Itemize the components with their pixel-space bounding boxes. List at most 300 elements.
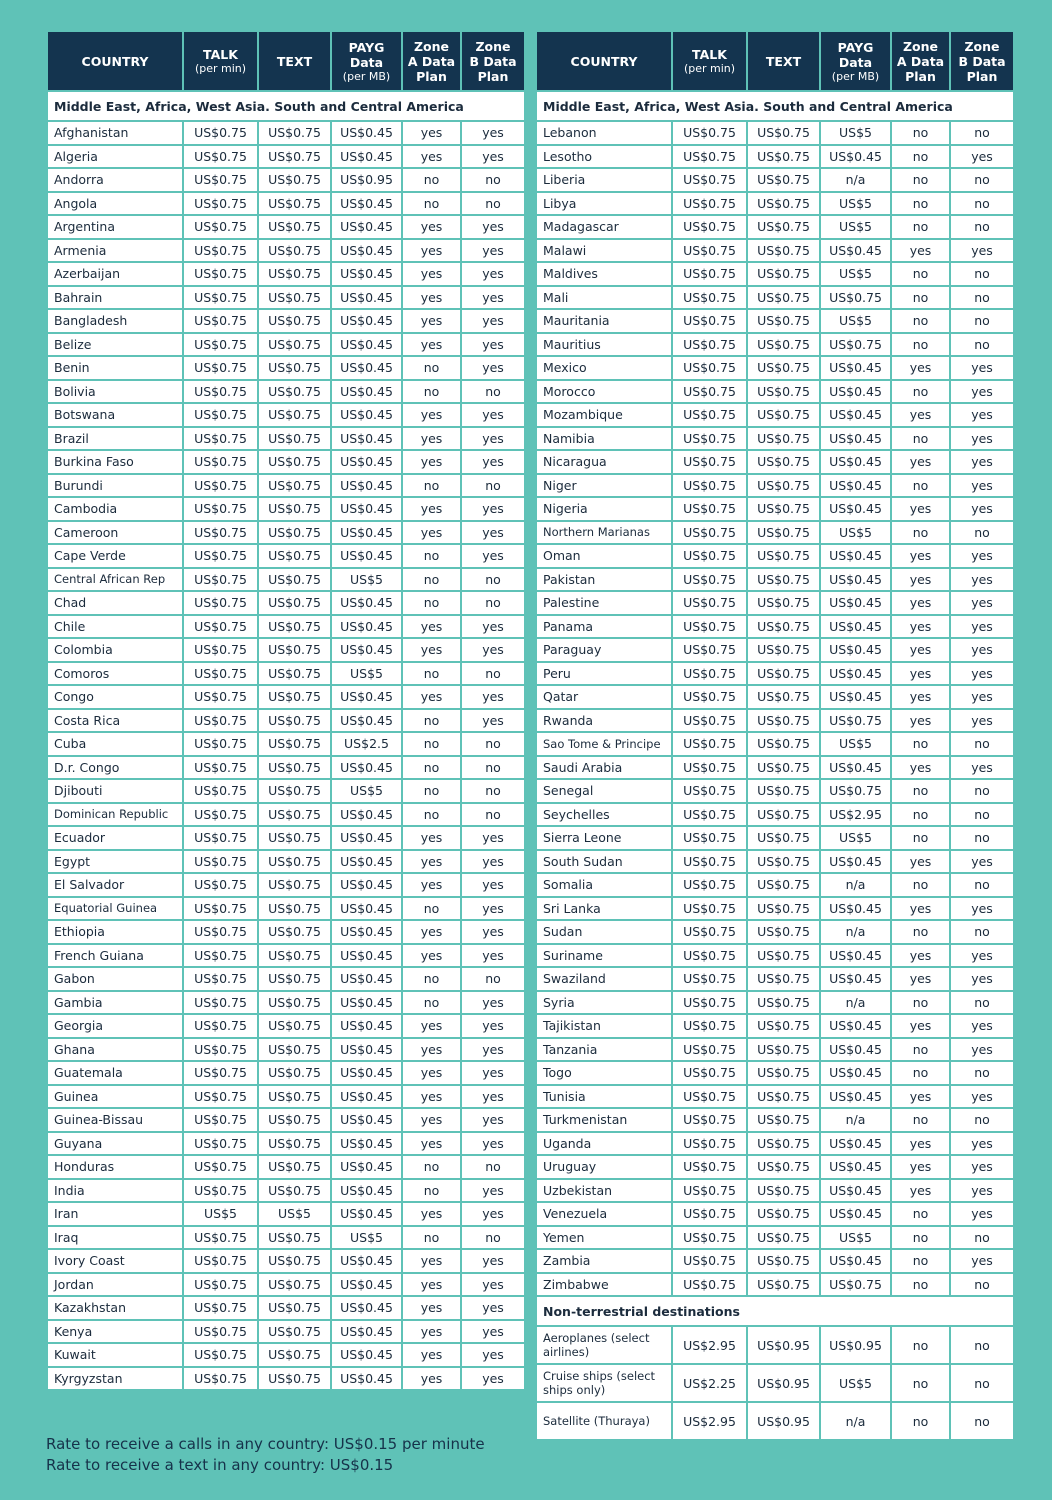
- zone-a-plan-cell: no: [403, 1180, 460, 1202]
- country-cell: Niger: [537, 475, 671, 497]
- table-row: [48, 710, 524, 732]
- text-cell: US$0.75: [748, 404, 819, 426]
- text-cell: US$0.75: [748, 569, 819, 591]
- zone-b-plan-cell: yes: [462, 1274, 524, 1296]
- table-row: [48, 522, 524, 544]
- zone-a-plan-cell: no: [892, 522, 949, 544]
- text-cell: US$0.75: [748, 1250, 819, 1272]
- zone-b-plan-cell: yes: [462, 404, 524, 426]
- payg-data-cell: US$0.45: [332, 1203, 401, 1225]
- payg-data-cell: US$0.45: [332, 193, 401, 215]
- text-cell: US$0.75: [259, 968, 330, 990]
- table-row: [48, 1227, 524, 1249]
- talk-cell: US$0.75: [184, 874, 257, 896]
- zone-b-plan-cell: yes: [462, 1062, 524, 1084]
- zone-a-plan-cell: no: [892, 1227, 949, 1249]
- zone-a-plan-cell: yes: [403, 334, 460, 356]
- table-row: [537, 287, 1013, 309]
- table-row: [537, 381, 1013, 403]
- talk-cell: US$0.75: [673, 1062, 746, 1084]
- payg-data-cell: US$0.45: [332, 921, 401, 943]
- country-cell: Liberia: [537, 169, 671, 191]
- country-cell: Tajikistan: [537, 1015, 671, 1037]
- table-row: [48, 545, 524, 567]
- country-cell: Angola: [48, 193, 182, 215]
- table-row: [537, 1156, 1013, 1178]
- text-cell: US$0.75: [748, 334, 819, 356]
- talk-cell: US$0.75: [184, 898, 257, 920]
- zone-a-plan-cell: no: [403, 757, 460, 779]
- zone-a-plan-cell: yes: [403, 851, 460, 873]
- talk-cell: US$0.75: [673, 498, 746, 520]
- country-cell: Colombia: [48, 639, 182, 661]
- text-cell: US$0.75: [748, 122, 819, 144]
- payg-data-cell: US$0.45: [332, 1274, 401, 1296]
- talk-cell: US$2.25: [673, 1365, 746, 1401]
- payg-data-cell: US$0.45: [332, 898, 401, 920]
- zone-b-plan-cell: yes: [462, 146, 524, 168]
- country-cell: Rwanda: [537, 710, 671, 732]
- payg-data-cell: US$0.45: [821, 545, 890, 567]
- zone-b-plan-cell: yes: [951, 1015, 1013, 1037]
- text-cell: US$0.75: [259, 757, 330, 779]
- text-cell: US$0.75: [259, 240, 330, 262]
- payg-data-cell: US$0.45: [332, 240, 401, 262]
- zone-a-plan-cell: yes: [403, 1109, 460, 1131]
- payg-data-cell: US$5: [821, 827, 890, 849]
- zone-b-plan-cell: yes: [462, 1015, 524, 1037]
- payg-data-cell: US$0.45: [332, 357, 401, 379]
- region-label: Middle East, Africa, West Asia. South and Central America: [537, 92, 1013, 120]
- table-row: [537, 663, 1013, 685]
- zone-a-plan-cell: no: [892, 428, 949, 450]
- zone-a-plan-cell: yes: [892, 592, 949, 614]
- zone-a-plan-cell: no: [892, 1250, 949, 1272]
- table-row: [537, 1274, 1013, 1296]
- table-row: [537, 1109, 1013, 1131]
- payg-data-cell: US$0.45: [821, 381, 890, 403]
- text-cell: US$0.75: [748, 1039, 819, 1061]
- country-cell: D.r. Congo: [48, 757, 182, 779]
- zone-b-plan-cell: no: [951, 921, 1013, 943]
- country-cell: Ivory Coast: [48, 1250, 182, 1272]
- text-cell: US$0.75: [259, 1321, 330, 1343]
- country-cell: Saudi Arabia: [537, 757, 671, 779]
- zone-a-plan-cell: yes: [403, 1133, 460, 1155]
- talk-cell: US$0.75: [673, 475, 746, 497]
- payg-data-cell: US$0.45: [332, 1015, 401, 1037]
- payg-data-cell: US$0.45: [332, 851, 401, 873]
- col-header-text: TEXT: [748, 32, 819, 90]
- payg-data-cell: US$0.45: [821, 686, 890, 708]
- table-row: [48, 663, 524, 685]
- talk-cell: US$0.75: [673, 945, 746, 967]
- zone-b-plan-cell: yes: [951, 710, 1013, 732]
- zone-b-plan-cell: no: [462, 193, 524, 215]
- zone-b-plan-cell: no: [462, 733, 524, 755]
- talk-cell: US$0.75: [184, 686, 257, 708]
- payg-data-cell: n/a: [821, 1109, 890, 1131]
- table-row: [537, 1403, 1013, 1439]
- talk-cell: US$0.75: [184, 592, 257, 614]
- table-row: [48, 851, 524, 873]
- text-cell: US$0.75: [259, 287, 330, 309]
- country-cell: Syria: [537, 992, 671, 1014]
- talk-cell: US$0.75: [673, 1086, 746, 1108]
- zone-a-plan-cell: no: [403, 1156, 460, 1178]
- table-row: [48, 498, 524, 520]
- zone-b-plan-cell: no: [951, 1327, 1013, 1363]
- talk-cell: US$0.75: [184, 381, 257, 403]
- zone-b-plan-cell: yes: [462, 216, 524, 238]
- talk-cell: US$0.75: [673, 1180, 746, 1202]
- payg-data-cell: US$0.45: [332, 639, 401, 661]
- zone-a-plan-cell: yes: [403, 945, 460, 967]
- zone-a-plan-cell: yes: [892, 851, 949, 873]
- zone-b-plan-cell: no: [462, 968, 524, 990]
- text-cell: US$0.75: [748, 310, 819, 332]
- text-cell: US$0.75: [259, 451, 330, 473]
- zone-b-plan-cell: yes: [462, 921, 524, 943]
- talk-cell: US$0.75: [673, 1274, 746, 1296]
- talk-cell: US$0.75: [673, 663, 746, 685]
- zone-a-plan-cell: yes: [403, 428, 460, 450]
- col-header-text: TEXT: [259, 32, 330, 90]
- talk-cell: US$0.75: [184, 310, 257, 332]
- zone-a-plan-cell: yes: [403, 1203, 460, 1225]
- zone-a-plan-cell: yes: [403, 287, 460, 309]
- table-row: [537, 898, 1013, 920]
- table-row: [537, 545, 1013, 567]
- zone-a-plan-cell: yes: [892, 757, 949, 779]
- payg-data-cell: US$0.45: [332, 804, 401, 826]
- text-cell: US$0.75: [748, 1274, 819, 1296]
- zone-a-plan-cell: no: [403, 545, 460, 567]
- payg-data-cell: US$0.45: [332, 592, 401, 614]
- payg-data-cell: US$0.45: [332, 1344, 401, 1366]
- talk-cell: US$0.75: [673, 146, 746, 168]
- zone-a-plan-cell: no: [403, 898, 460, 920]
- payg-data-cell: US$2.5: [332, 733, 401, 755]
- country-cell: Costa Rica: [48, 710, 182, 732]
- zone-a-plan-cell: yes: [403, 263, 460, 285]
- table-row: [48, 992, 524, 1014]
- payg-data-cell: US$0.45: [821, 592, 890, 614]
- table-row: [537, 357, 1013, 379]
- zone-b-plan-cell: yes: [462, 710, 524, 732]
- country-cell: Guatemala: [48, 1062, 182, 1084]
- table-row: [537, 146, 1013, 168]
- payg-data-cell: US$5: [821, 1365, 890, 1401]
- zone-a-plan-cell: yes: [892, 639, 949, 661]
- zone-b-plan-cell: yes: [462, 1368, 524, 1390]
- payg-data-cell: US$0.45: [332, 334, 401, 356]
- text-cell: US$0.75: [748, 710, 819, 732]
- zone-a-plan-cell: no: [892, 1039, 949, 1061]
- zone-a-plan-cell: yes: [403, 1321, 460, 1343]
- talk-cell: US$0.75: [673, 545, 746, 567]
- zone-b-plan-cell: yes: [462, 639, 524, 661]
- col-header-zone-a: Zone A Data Plan: [892, 32, 949, 90]
- payg-data-cell: US$5: [821, 522, 890, 544]
- country-cell: India: [48, 1180, 182, 1202]
- zone-b-plan-cell: yes: [462, 428, 524, 450]
- zone-b-plan-cell: no: [462, 592, 524, 614]
- payg-data-cell: US$5: [821, 122, 890, 144]
- zone-b-plan-cell: no: [462, 804, 524, 826]
- country-cell: Kazakhstan: [48, 1297, 182, 1319]
- text-cell: US$0.75: [748, 287, 819, 309]
- text-cell: US$0.75: [748, 263, 819, 285]
- payg-data-cell: US$5: [821, 193, 890, 215]
- text-cell: US$0.75: [748, 1203, 819, 1225]
- payg-data-cell: US$0.45: [332, 827, 401, 849]
- table-row: [537, 1365, 1013, 1401]
- talk-cell: US$0.75: [673, 804, 746, 826]
- text-cell: US$0.75: [748, 733, 819, 755]
- text-cell: US$0.75: [259, 381, 330, 403]
- zone-b-plan-cell: no: [951, 263, 1013, 285]
- zone-a-plan-cell: no: [892, 122, 949, 144]
- country-cell: Chad: [48, 592, 182, 614]
- text-cell: US$0.75: [259, 921, 330, 943]
- talk-cell: US$0.75: [184, 1039, 257, 1061]
- zone-a-plan-cell: yes: [403, 1062, 460, 1084]
- zone-b-plan-cell: no: [462, 663, 524, 685]
- country-cell: Argentina: [48, 216, 182, 238]
- talk-cell: US$0.75: [184, 1062, 257, 1084]
- payg-data-cell: US$0.75: [821, 1274, 890, 1296]
- talk-cell: US$0.75: [184, 357, 257, 379]
- table-row: [48, 1321, 524, 1343]
- zone-a-plan-cell: yes: [892, 545, 949, 567]
- talk-cell: US$0.75: [673, 216, 746, 238]
- talk-cell: US$0.75: [184, 827, 257, 849]
- text-cell: US$0.75: [748, 545, 819, 567]
- text-cell: US$0.75: [259, 169, 330, 191]
- zone-b-plan-cell: yes: [951, 357, 1013, 379]
- country-cell: Burkina Faso: [48, 451, 182, 473]
- text-cell: US$0.75: [259, 428, 330, 450]
- payg-data-cell: US$0.45: [332, 686, 401, 708]
- text-cell: US$0.75: [259, 1015, 330, 1037]
- payg-data-cell: US$0.75: [821, 710, 890, 732]
- talk-cell: US$0.75: [673, 992, 746, 1014]
- payg-data-cell: n/a: [821, 169, 890, 191]
- country-cell: Panama: [537, 616, 671, 638]
- zone-b-plan-cell: yes: [951, 945, 1013, 967]
- text-cell: US$0.75: [259, 1227, 330, 1249]
- zone-a-plan-cell: no: [403, 780, 460, 802]
- talk-cell: US$0.75: [184, 663, 257, 685]
- zone-a-plan-cell: no: [403, 475, 460, 497]
- table-row: [48, 1109, 524, 1131]
- talk-cell: US$0.75: [184, 428, 257, 450]
- zone-b-plan-cell: yes: [951, 569, 1013, 591]
- country-cell: Sao Tome & Principe: [537, 733, 671, 755]
- zone-a-plan-cell: yes: [892, 616, 949, 638]
- payg-data-cell: US$0.45: [332, 1133, 401, 1155]
- text-cell: US$0.75: [748, 851, 819, 873]
- zone-b-plan-cell: yes: [951, 451, 1013, 473]
- talk-cell: US$0.75: [184, 569, 257, 591]
- zone-b-plan-cell: no: [951, 827, 1013, 849]
- talk-cell: US$0.75: [673, 851, 746, 873]
- zone-a-plan-cell: no: [892, 193, 949, 215]
- zone-b-plan-cell: yes: [462, 1133, 524, 1155]
- zone-a-plan-cell: no: [892, 733, 949, 755]
- talk-cell: US$0.75: [673, 1109, 746, 1131]
- text-cell: US$0.75: [259, 1368, 330, 1390]
- payg-data-cell: US$5: [332, 569, 401, 591]
- country-cell: Afghanistan: [48, 122, 182, 144]
- payg-data-cell: US$0.45: [821, 475, 890, 497]
- talk-cell: US$0.75: [184, 240, 257, 262]
- country-cell: Kenya: [48, 1321, 182, 1343]
- table-row: [537, 498, 1013, 520]
- text-cell: US$0.75: [259, 357, 330, 379]
- payg-data-cell: US$0.45: [821, 428, 890, 450]
- country-cell: Cruise ships (select ships only): [537, 1365, 671, 1401]
- receive-call-rate: Rate to receive a calls in any country: US$0.15 per minute: [46, 1435, 485, 1453]
- zone-a-plan-cell: yes: [403, 404, 460, 426]
- country-cell: Madagascar: [537, 216, 671, 238]
- country-cell: Mali: [537, 287, 671, 309]
- country-cell: Lebanon: [537, 122, 671, 144]
- payg-data-cell: US$0.45: [821, 1039, 890, 1061]
- zone-a-plan-cell: yes: [403, 827, 460, 849]
- table-row: [48, 428, 524, 450]
- table-row: [48, 968, 524, 990]
- region-label: Middle East, Africa, West Asia. South and Central America: [48, 92, 524, 120]
- table-row: [537, 757, 1013, 779]
- country-cell: El Salvador: [48, 874, 182, 896]
- country-cell: Northern Marianas: [537, 522, 671, 544]
- table-row: [537, 945, 1013, 967]
- zone-a-plan-cell: yes: [892, 710, 949, 732]
- country-cell: Dominican Republic: [48, 804, 182, 826]
- text-cell: US$0.75: [259, 733, 330, 755]
- table-row: [537, 827, 1013, 849]
- text-cell: US$0.95: [748, 1403, 819, 1439]
- payg-data-cell: US$0.45: [332, 428, 401, 450]
- table-row: [48, 592, 524, 614]
- table-row: [48, 1368, 524, 1390]
- country-cell: Mauritania: [537, 310, 671, 332]
- country-cell: Uruguay: [537, 1156, 671, 1178]
- zone-a-plan-cell: no: [892, 169, 949, 191]
- payg-data-cell: US$5: [821, 733, 890, 755]
- table-row: [48, 686, 524, 708]
- payg-data-cell: US$0.45: [332, 287, 401, 309]
- zone-a-plan-cell: no: [403, 193, 460, 215]
- country-cell: Qatar: [537, 686, 671, 708]
- country-cell: Zimbabwe: [537, 1274, 671, 1296]
- zone-a-plan-cell: no: [892, 263, 949, 285]
- country-cell: Sudan: [537, 921, 671, 943]
- table-row: [537, 592, 1013, 614]
- zone-b-plan-cell: no: [951, 216, 1013, 238]
- zone-b-plan-cell: no: [951, 193, 1013, 215]
- country-cell: Guyana: [48, 1133, 182, 1155]
- zone-a-plan-cell: no: [892, 1403, 949, 1439]
- country-cell: Azerbaijan: [48, 263, 182, 285]
- text-cell: US$0.75: [259, 992, 330, 1014]
- country-cell: Sierra Leone: [537, 827, 671, 849]
- zone-b-plan-cell: no: [462, 381, 524, 403]
- payg-data-cell: US$0.45: [821, 639, 890, 661]
- zone-b-plan-cell: no: [462, 757, 524, 779]
- country-cell: Lesotho: [537, 146, 671, 168]
- country-cell: Brazil: [48, 428, 182, 450]
- table-row: [537, 921, 1013, 943]
- talk-cell: US$0.75: [184, 522, 257, 544]
- talk-cell: US$0.75: [673, 921, 746, 943]
- zone-b-plan-cell: yes: [462, 310, 524, 332]
- payg-data-cell: US$0.45: [332, 545, 401, 567]
- zone-b-plan-cell: yes: [462, 945, 524, 967]
- table-row: [537, 804, 1013, 826]
- header-row: [48, 32, 524, 90]
- zone-b-plan-cell: yes: [951, 381, 1013, 403]
- zone-a-plan-cell: yes: [403, 874, 460, 896]
- talk-cell: US$0.75: [673, 592, 746, 614]
- text-cell: US$0.75: [748, 475, 819, 497]
- text-cell: US$0.75: [748, 451, 819, 473]
- zone-b-plan-cell: no: [951, 522, 1013, 544]
- text-cell: US$0.75: [748, 522, 819, 544]
- zone-b-plan-cell: yes: [951, 404, 1013, 426]
- talk-cell: US$0.75: [673, 898, 746, 920]
- talk-cell: US$0.75: [673, 780, 746, 802]
- talk-cell: US$0.75: [184, 545, 257, 567]
- payg-data-cell: US$0.45: [332, 1039, 401, 1061]
- talk-cell: US$5: [184, 1203, 257, 1225]
- payg-data-cell: US$0.45: [821, 498, 890, 520]
- country-cell: Suriname: [537, 945, 671, 967]
- zone-a-plan-cell: no: [892, 1203, 949, 1225]
- payg-data-cell: n/a: [821, 874, 890, 896]
- table-row: [537, 1203, 1013, 1225]
- payg-data-cell: US$0.45: [332, 1109, 401, 1131]
- talk-cell: US$0.75: [184, 710, 257, 732]
- table-row: [48, 1250, 524, 1272]
- payg-data-cell: US$0.45: [821, 1086, 890, 1108]
- talk-cell: US$0.75: [673, 263, 746, 285]
- talk-cell: US$2.95: [673, 1403, 746, 1439]
- country-cell: Congo: [48, 686, 182, 708]
- zone-a-plan-cell: yes: [403, 1086, 460, 1108]
- payg-data-cell: US$5: [821, 310, 890, 332]
- zone-b-plan-cell: yes: [462, 686, 524, 708]
- zone-a-plan-cell: yes: [403, 616, 460, 638]
- text-cell: US$0.75: [259, 1250, 330, 1272]
- zone-b-plan-cell: yes: [462, 545, 524, 567]
- talk-cell: US$0.75: [673, 616, 746, 638]
- country-cell: Namibia: [537, 428, 671, 450]
- text-cell: US$0.75: [259, 1109, 330, 1131]
- footnotes: [46, 1434, 485, 1476]
- talk-cell: US$0.75: [673, 1227, 746, 1249]
- zone-a-plan-cell: yes: [892, 686, 949, 708]
- text-cell: US$0.75: [748, 663, 819, 685]
- text-cell: US$0.75: [748, 686, 819, 708]
- country-cell: Bolivia: [48, 381, 182, 403]
- text-cell: US$0.75: [259, 851, 330, 873]
- country-cell: Ghana: [48, 1039, 182, 1061]
- zone-b-plan-cell: yes: [462, 827, 524, 849]
- zone-a-plan-cell: yes: [403, 686, 460, 708]
